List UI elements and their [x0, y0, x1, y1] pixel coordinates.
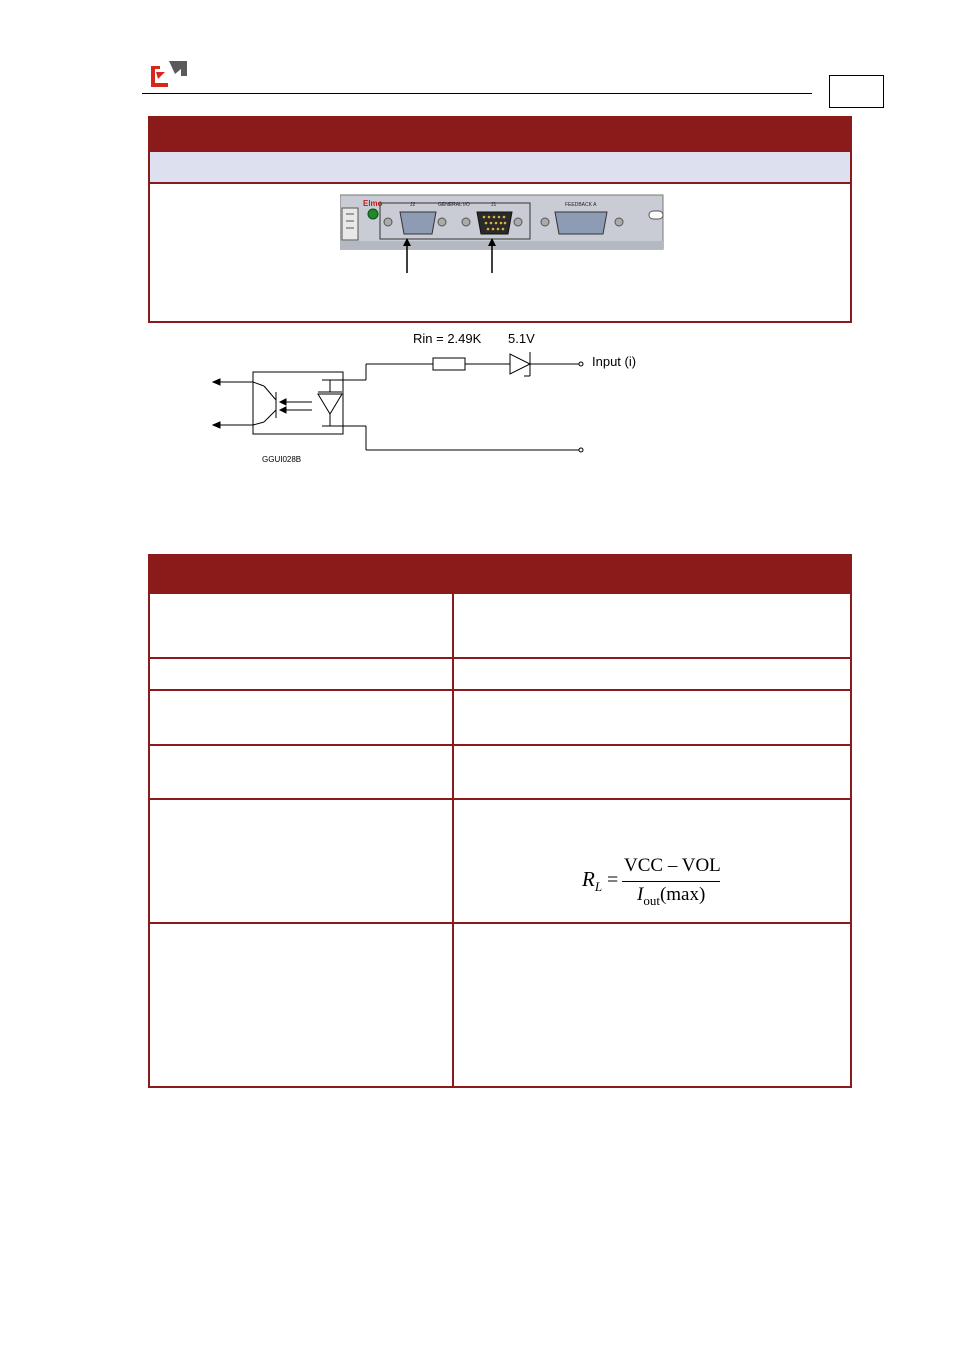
header-rule — [142, 93, 812, 94]
formula-denominator-tail: (max) — [659, 884, 706, 905]
formula-denominator-sub: out — [643, 892, 660, 908]
table-row — [150, 798, 850, 922]
rin-label: Rin = 2.49K — [413, 331, 482, 346]
zener-voltage-label: 5.1V — [508, 331, 535, 346]
board-label-feedback-a: FEEDBACK A — [565, 202, 597, 208]
table-row — [150, 744, 850, 798]
table-row — [150, 657, 850, 689]
table-row — [150, 922, 850, 1086]
panel-subtitle-bar — [150, 152, 850, 184]
formula-numerator: VCC – VOL — [624, 855, 721, 876]
table-row — [150, 689, 850, 744]
table-header — [150, 556, 850, 592]
board-label-general-io: GENERAL I/O — [438, 202, 470, 208]
input-label: Input (i) — [592, 354, 637, 369]
figure-id: GGUI028B — [262, 455, 302, 464]
connector-location-panel — [148, 116, 852, 323]
formula-denominator: I — [637, 884, 644, 905]
formula-lhs: R — [582, 867, 595, 891]
drive-front-panel-image — [340, 193, 665, 273]
page-number-box — [829, 75, 884, 108]
load-resistor-formula: $R_L$ = VCC – VOL $I_{out}(\max)$ — [582, 855, 721, 908]
formula-lhs-sub: L — [594, 879, 603, 895]
input-circuit-diagram — [190, 330, 650, 470]
board-brand: Elmo — [363, 199, 383, 208]
board-label-j1: J1 — [491, 202, 497, 208]
elmo-logo-icon — [148, 58, 190, 88]
formula-fraction-bar — [622, 881, 720, 882]
board-label-j2: J2 — [410, 202, 416, 208]
panel-title-bar — [150, 118, 850, 152]
table-row — [150, 592, 850, 657]
input-spec-table — [148, 554, 852, 1088]
company-logo — [148, 58, 190, 88]
